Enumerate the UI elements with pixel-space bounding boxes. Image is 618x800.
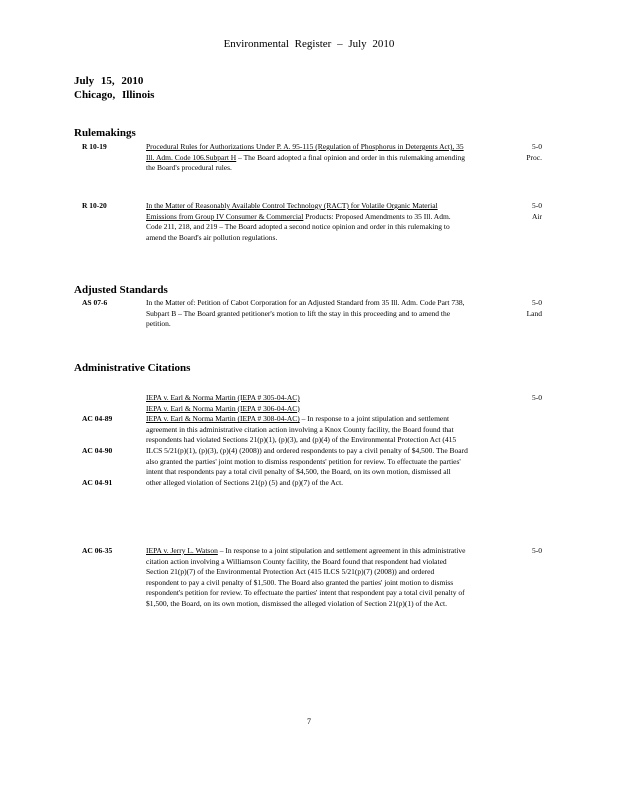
- case-number: R 10-19: [82, 142, 107, 151]
- vote-count: 5-0: [532, 393, 542, 402]
- case-title[interactable]: Procedural Rules for Authorizations Under P. A. 95-115 (Regulation of Phosphorus in Detergents Act), 35 Ill. Adm. Code 106.Subpart H: [146, 142, 464, 162]
- case-summary: In the Matter of: Petition of Cabot Corporation for an Adjusted Standard from 35 Ill. Adm. Code Part 738, Subpart B – The Board granted petitioner's motion to lift the stay in this proceeding and to amend the petition.: [146, 298, 465, 329]
- case-number: AC 04-91: [82, 477, 113, 487]
- vote-info: [512, 142, 542, 163]
- vote-count: 5-0: [532, 546, 542, 555]
- page-header: Environmental Register – July 2010: [223, 38, 395, 50]
- case-title[interactable]: IEPA v. Earl & Norma Martin (IEPA # 305-04-AC): [146, 393, 300, 402]
- case-number: AC 06-35: [82, 546, 113, 555]
- case-summary: [146, 142, 468, 174]
- meeting-location: Chicago, Illinois: [74, 89, 155, 101]
- administrative-citations-heading: Administrative Citations: [74, 362, 191, 374]
- case-text: – The Board adopted a final opinion and order in this rulemaking amending the Board's procedural rules.: [146, 152, 465, 173]
- case-number: AC 04-89: [82, 414, 113, 424]
- vote-count: 5-0: [532, 298, 542, 307]
- case-text: – In response to a joint stipulation and settlement agreement in this administrative citation action involving a Williamson County facility, the Board found that respondent had violated Section 21(p)(7) of the Environmental Protection Act (415 ILCS 5/21(p)(7) (2008)) and ordered respondent to pay a civil penalty of $1,500. The Board also granted the parties' joint motion to dismiss respondent's petition for review. To effectuate the parties' intent that respondent pay a total civil penalty of $1,500, the Board, on its own motion, dismissed the alleged violation of Section 21(p)(1) of the Act.: [146, 546, 466, 608]
- case-text: – In response to a joint stipulation and settlement agreement in this administrative citation action involving a Knox County facility, the Board found that respondents had violated Sections 21(p)(1), (p)(3), and (p)(4) of the Environmental Protection Act (415 ILCS 5/21(p)(1), (p)(3), (p)(4) (2008)) and ordered respondents to pay a civil penalty of $4,500. The Board also granted the parties' joint motion to dismiss respondents' petition for review. To effectuate the parties' intent that respondents pay a total civil penalty of $4,500, the Board, on its own motion, dismissed all other alleged violation of Sections 21(p) (5) and (p)(7) of the Act.: [146, 414, 468, 487]
- meeting-info: [74, 74, 154, 102]
- vote-info: [512, 546, 542, 557]
- case-title[interactable]: IEPA v. Earl & Norma Martin (IEPA # 306-04-AC): [146, 403, 300, 413]
- vote-info: [512, 298, 542, 319]
- case-summary: [146, 546, 468, 610]
- vote-category: Air: [532, 211, 542, 221]
- case-numbers: [82, 393, 112, 510]
- case-title[interactable]: IEPA v. Earl & Norma Martin (IEPA # 308-04-AC): [146, 414, 300, 424]
- meeting-date: July 15, 2010: [74, 75, 144, 87]
- case-summary: [146, 201, 468, 243]
- vote-category: Land: [526, 308, 542, 318]
- case-title[interactable]: IEPA v. Jerry L. Watson: [146, 546, 218, 555]
- adjusted-standards-heading: Adjusted Standards: [74, 284, 168, 296]
- case-number: AC 04-90: [82, 445, 113, 455]
- case-number: R 10-20: [82, 201, 107, 210]
- page-number: 7: [307, 717, 311, 726]
- case-summary: [146, 393, 468, 488]
- vote-category: Proc.: [526, 152, 542, 162]
- case-text: Products: Proposed Amendments to 35 Ill. Adm. Code 211, 218, and 219 – The Board adopted a second notice opinion and order in this rulemaking to amend the Board's air pollution regulations.: [146, 211, 451, 242]
- case-number: AS 07-6: [82, 298, 108, 307]
- case-title[interactable]: In the Matter of Reasonably Available Control Technology (RACT) for Volatile Organic Material Emissions from Group IV Consumer & Commercial: [146, 201, 438, 221]
- vote-count: 5-0: [532, 142, 542, 151]
- rulemakings-heading: Rulemakings: [74, 127, 136, 139]
- vote-info: [512, 393, 542, 404]
- vote-count: 5-0: [532, 201, 542, 210]
- vote-info: [512, 201, 542, 222]
